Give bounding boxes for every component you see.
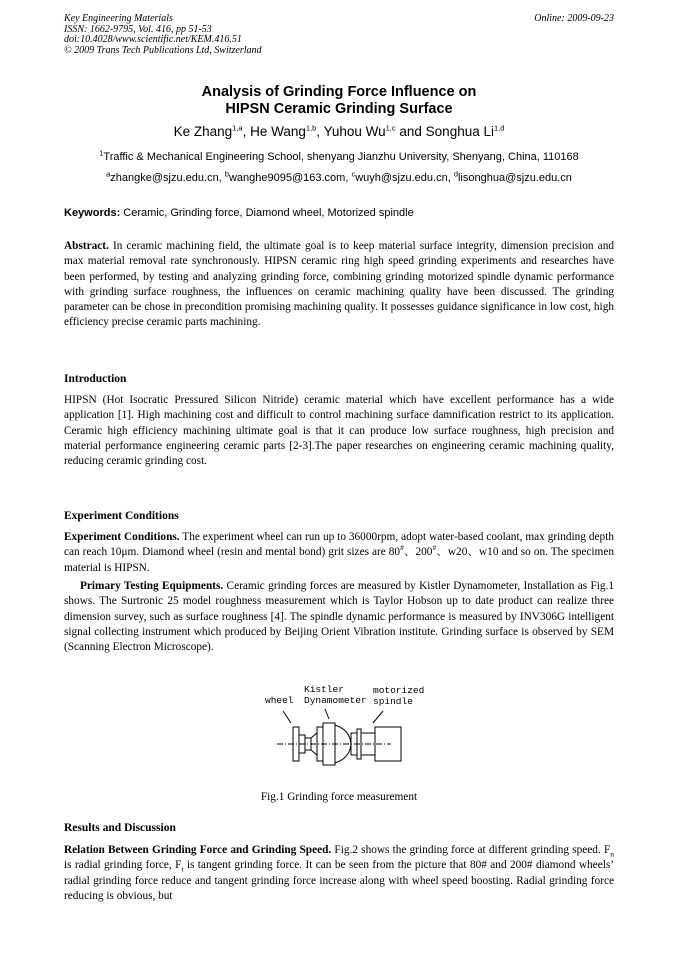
author-list bbox=[64, 123, 614, 141]
grit-hash: # bbox=[432, 543, 437, 553]
email-sup: c bbox=[351, 169, 356, 179]
abstract-text: In ceramic machining field, the ultimate goal is to keep material surface integrity, dimension precision and max material removal rate synchronously. HIPSN ceramic ring high speed grinding experiments and researches have been performed, by testing and analyzing grinding force, combining grinding motorized spindle dynamic performance with grinding surface roughness, the influences on ceramic machining quality have been discussed. The grinding parameter can be chose in precondition promising machining quality. It possesses guidance significance in low cost, high efficiency precise ceramic parts machining. bbox=[64, 240, 614, 329]
grit-sep: 、200 bbox=[403, 546, 433, 559]
introduction-heading: Introduction bbox=[64, 373, 127, 385]
online-date: Online: 2009-09-23 bbox=[534, 13, 614, 24]
author-emails bbox=[64, 171, 614, 185]
subscript-n: n bbox=[610, 849, 614, 859]
email-link[interactable]: wanghe9095@163.com, bbox=[228, 172, 352, 184]
author-sup: 1,a bbox=[232, 123, 243, 133]
affiliation bbox=[64, 150, 614, 164]
author-name: Yuhou Wu bbox=[323, 124, 386, 139]
author-name: Songhua Li bbox=[425, 124, 494, 139]
results-heading: Results and Discussion bbox=[64, 822, 176, 834]
journal-header bbox=[64, 14, 262, 56]
keywords-text: Ceramic, Grinding force, Diamond wheel, Motorized spindle bbox=[120, 207, 414, 219]
journal-copyright: © 2009 Trans Tech Publications Ltd, Switzerland bbox=[64, 44, 262, 56]
grit-hash: # bbox=[400, 543, 404, 553]
experiment-conditions-label: Experiment Conditions. bbox=[64, 531, 180, 543]
email-link[interactable]: wuyh@sjzu.edu.cn, bbox=[355, 172, 454, 184]
author-sep: and bbox=[395, 124, 426, 139]
results-text-part: Fig.2 shows the grinding force at different grinding speed. F bbox=[331, 844, 611, 856]
title-line-2: HIPSN Ceramic Grinding Surface bbox=[225, 101, 453, 117]
email-link[interactable]: lisonghua@sjzu.edu.cn bbox=[457, 172, 572, 184]
affiliation-sup: 1 bbox=[99, 148, 104, 158]
label-motorized: motorized bbox=[373, 685, 425, 696]
label-spindle: spindle bbox=[373, 696, 413, 707]
grinding-setup-drawing bbox=[255, 683, 445, 783]
experiment-conditions-text: The experiment wheel can run up to 36000rpm, adopt water-based coolant, max grinding depth can reach 10μm. Diamond wheel (resin and mental bond) grit sizes are 80 bbox=[64, 531, 614, 559]
author-sep: , bbox=[316, 124, 324, 139]
results-text bbox=[64, 843, 614, 904]
author-name: Ke Zhang bbox=[173, 124, 233, 139]
author-sup: 1,d bbox=[493, 123, 505, 133]
experiment-conditions bbox=[64, 530, 614, 576]
experiment-conditions-end: 、w20、w10 and so on. The specimen material is HIPSN. bbox=[64, 546, 615, 574]
results-text-part: is tangent grinding force. It can be seen from the picture that 80# and 200# diamond wheels’ radial grinding force reduce and tangent grinding force increase along with wheel speed boosting. Radial grinding force reducing is obvious, but bbox=[64, 859, 615, 902]
paper-title bbox=[64, 84, 614, 118]
journal-name: Key Engineering Materials bbox=[64, 13, 173, 24]
testing-equipments-label: Primary Testing Equipments. bbox=[80, 580, 224, 592]
label-kistler: Kistler bbox=[304, 684, 344, 695]
keywords bbox=[64, 206, 614, 220]
experiment-heading: Experiment Conditions bbox=[64, 510, 179, 522]
testing-equipments-text: Ceramic grinding forces are measured by Kistler Dynamometer, Installation as Fig.1 shows. The Surtronic 25 model roughness measurement which is Taylor Hobson up to date product can realize three dimension survey, such as surface roughness [4]. The spindle dynamic performance is measured by INV306G intelligent signal collecting instrument which produced by Beijing Orient Vibration institute. Grinding surface is observed by SEM (Scanning Electron Microscope). bbox=[64, 580, 615, 654]
keywords-label: Keywords: bbox=[64, 207, 121, 219]
label-wheel: wheel bbox=[265, 695, 294, 706]
results-text-part: is radial grinding force, F bbox=[64, 859, 182, 872]
abstract bbox=[64, 239, 614, 331]
email-sup: a bbox=[106, 169, 111, 179]
figure-1 bbox=[255, 683, 445, 783]
figure-1-caption: Fig.1 Grinding force measurement bbox=[260, 791, 418, 803]
subscript-t: t bbox=[181, 864, 184, 874]
author-sep: , bbox=[242, 124, 251, 139]
testing-equipments bbox=[64, 579, 614, 655]
email-sup: b bbox=[224, 169, 229, 179]
affiliation-text: Traffic & Mechanical Engineering School, shenyang Jianzhu University, Shenyang, China, 110168 bbox=[103, 151, 579, 163]
author-sup: 1,b bbox=[305, 123, 317, 133]
title-line-1: Analysis of Grinding Force Influence on bbox=[201, 84, 477, 100]
journal-issn: ISSN: 1662-9795, Vol. 416, pp 51-53 bbox=[64, 23, 212, 35]
email-sup: d bbox=[453, 169, 458, 179]
abstract-label: Abstract. bbox=[64, 240, 109, 252]
author-sup: 1,c bbox=[385, 123, 396, 133]
email-link[interactable]: zhangke@sjzu.edu.cn, bbox=[110, 172, 225, 184]
label-dynamometer: Dynamometer bbox=[304, 695, 367, 706]
journal-doi: doi:10.4028/www.scientific.net/KEM.416.51 bbox=[64, 34, 242, 45]
author-name: He Wang bbox=[250, 124, 306, 139]
results-label: Relation Between Grinding Force and Grinding Speed. bbox=[64, 844, 332, 856]
introduction-text: HIPSN (Hot Isocratic Pressured Silicon Nitride) ceramic material which have excellent performance has a wide application [1]. High machining cost and difficult to control machining surface damnification restrict to its application. Ceramic high efficiency machining ultimate goal is that it can produce low surface roughness, high precision and material performance engineering ceramic parts [2-3].The paper researches on engineering ceramic machining quality, reducing ceramic grinding cost. bbox=[64, 394, 614, 468]
